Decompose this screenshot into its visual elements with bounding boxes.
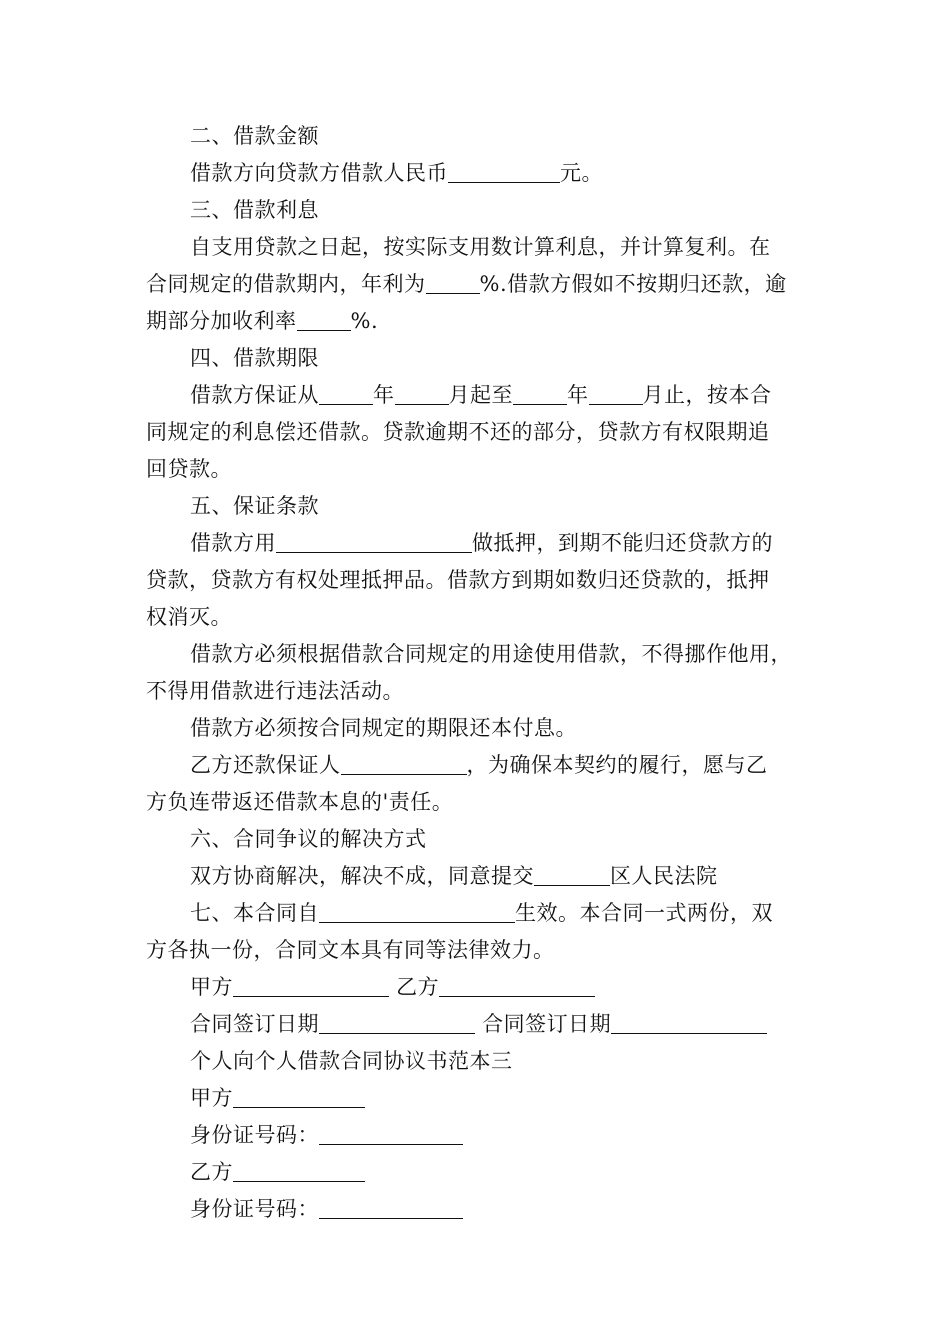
fill-blank-end-year[interactable] (513, 384, 567, 405)
fill-blank-overdue-rate[interactable] (297, 310, 351, 331)
section-heading-loan-amount: 二、借款金额 (190, 124, 319, 148)
template-title: 个人向个人借款合同协议书范本三 (190, 1049, 513, 1073)
fill-blank-start-month[interactable] (395, 384, 449, 405)
paragraph-line: 方负连带返还借款本息的'责任。 (146, 790, 454, 814)
section-heading-interest: 三、借款利息 (190, 198, 319, 222)
fill-blank-amount[interactable] (448, 162, 560, 183)
party-b-field: 乙方 (146, 1154, 811, 1191)
fill-blank-party-b-name[interactable] (233, 1161, 365, 1182)
fill-blank-party-a-id[interactable] (319, 1124, 463, 1145)
party-a-id-field: 身份证号码： (146, 1117, 811, 1154)
paragraph-line: 自支用贷款之日起，按实际支用数计算利息，并计算复利。在 (190, 235, 771, 259)
paragraph-line: 借款方必须根据借款合同规定的用途使用借款，不得挪作他用， (190, 642, 792, 666)
fill-blank-court[interactable] (534, 865, 610, 886)
section-heading-guarantee: 五、保证条款 (190, 494, 319, 518)
fill-blank-sign-date-b[interactable] (611, 1013, 767, 1034)
fill-blank-party-a-name[interactable] (233, 1087, 365, 1108)
section-heading-dispute: 六、合同争议的解决方式 (190, 827, 427, 851)
fill-blank-party-b[interactable] (439, 976, 595, 997)
paragraph-line: 借款方必须按合同规定的期限还本付息。 (190, 716, 577, 740)
signature-line-parties: 甲方 乙方 (146, 969, 811, 1006)
fill-blank-collateral[interactable] (276, 532, 472, 553)
paragraph-line: 乙方还款保证人 ，为确保本契约的履行，愿与乙 (190, 753, 768, 777)
paragraph-line: 借款方用 做抵押，到期不能归还贷款方的 (190, 531, 773, 555)
section-heading-effective: 七、本合同自 生效。本合同一式两份，双 (190, 901, 773, 925)
signature-line-dates: 合同签订日期 合同签订日期 (146, 1006, 811, 1043)
fill-blank-party-b-id[interactable] (319, 1198, 463, 1219)
party-b-id-field: 身份证号码： (146, 1191, 811, 1228)
party-a-field: 甲方 (146, 1080, 811, 1117)
paragraph-line: 期部分加收利率 %. (146, 309, 379, 333)
fill-blank-effective-date[interactable] (319, 902, 515, 923)
paragraph-line: 回贷款。 (146, 457, 232, 481)
fill-blank-annual-rate[interactable] (426, 273, 480, 294)
paragraph-line: 合同规定的借款期内，年利为 %.借款方假如不按期归还款，逾 (146, 272, 787, 296)
paragraph-line: 权消灭。 (146, 605, 232, 629)
fill-blank-guarantor[interactable] (341, 754, 467, 775)
paragraph-line: 方各执一份，合同文本具有同等法律效力。 (146, 938, 555, 962)
paragraph-line: 双方协商解决，解决不成，同意提交 区人民法院 (190, 864, 718, 888)
paragraph-line: 贷款，贷款方有权处理抵押品。借款方到期如数归还贷款的，抵押 (146, 568, 770, 592)
document-page (146, 118, 811, 1228)
paragraph-line: 借款方向贷款方借款人民币 元。 (190, 161, 603, 185)
section-heading-term: 四、借款期限 (190, 346, 319, 370)
paragraph-line: 同规定的利息偿还借款。贷款逾期不还的部分，贷款方有权限期追 (146, 420, 770, 444)
fill-blank-start-year[interactable] (319, 384, 373, 405)
fill-blank-party-a[interactable] (233, 976, 389, 997)
fill-blank-sign-date-a[interactable] (319, 1013, 475, 1034)
fill-blank-end-month[interactable] (589, 384, 643, 405)
paragraph-line: 借款方保证从 年 月起至 年 月止，按本合 (190, 383, 772, 407)
paragraph-line: 不得用借款进行违法活动。 (146, 679, 404, 703)
